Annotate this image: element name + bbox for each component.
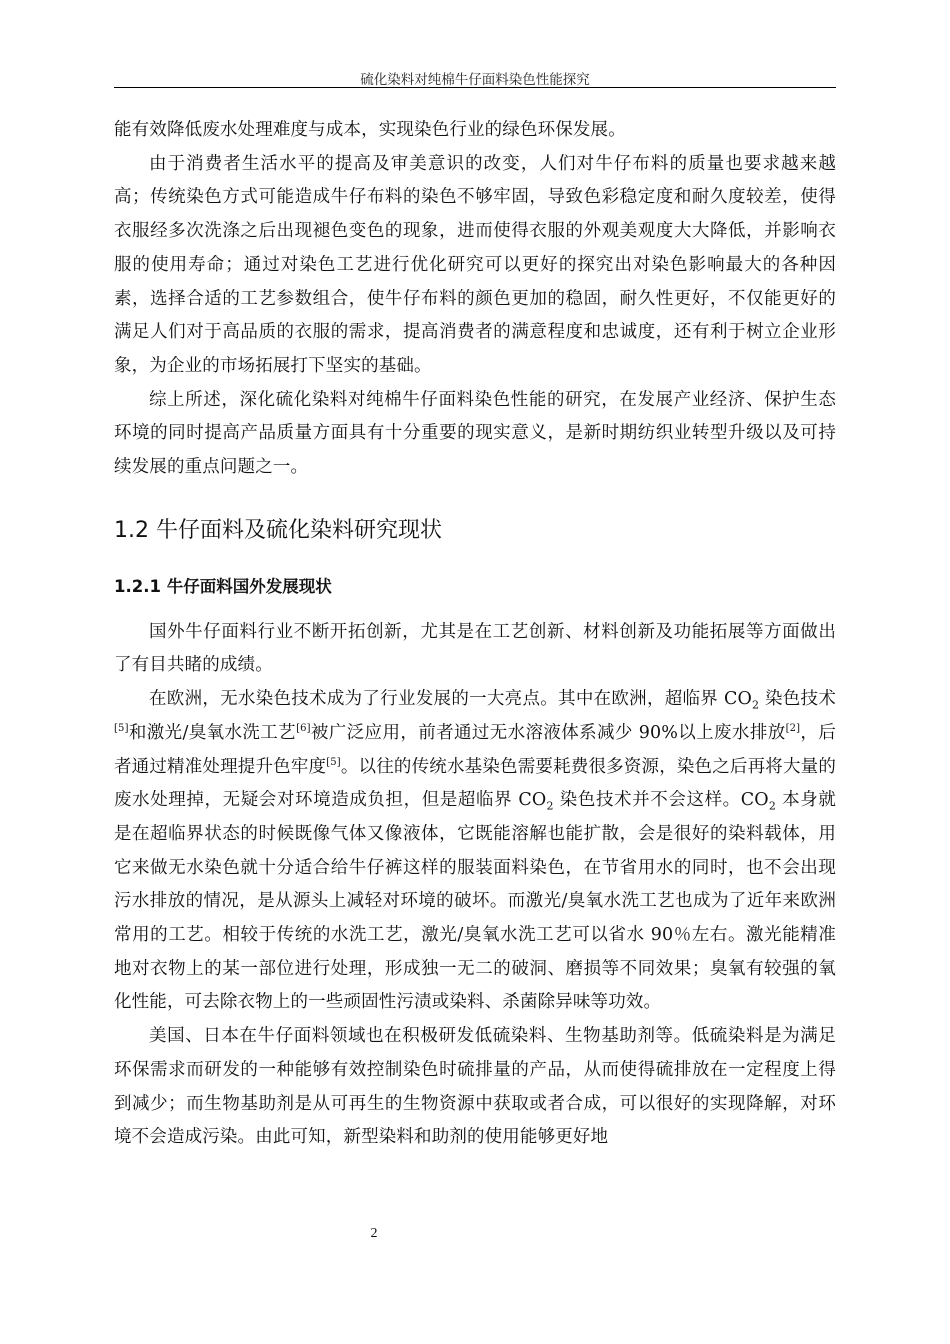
subsection-title: 牛仔面料国外发展现状 <box>166 576 332 596</box>
running-header: 硫化染料对纯棉牛仔面料染色性能探究 <box>360 72 590 88</box>
body-text <box>114 114 836 1155</box>
text-run: 和激光/臭氧水洗工艺 <box>128 722 297 743</box>
text-run: 本身就是在超临界状态的时候既像气体又像液体，它既能溶解也能扩散，会是很好的染料载体，用它来做无水染色就十分适合给牛仔裤这样的服装面料染色，在节省用水的同时，也不会出现污水排放的情况，是从源头上减轻对环境的破坏。而激光/臭氧水洗工艺也成为了近年来欧洲常用的工艺。相较于传统的水洗工艺，激光/臭氧水洗工艺可以省水 90％左右。激光能精准地对衣物上的某一部位进行处理，形成独一无二的破洞、磨损等不同效果；臭氧有较强的氧化性能，可去除衣物上的一些顽固性污渍或染料、杀菌除异味等功效。 <box>114 790 836 1013</box>
section-title: 牛仔面料及硫化染料研究现状 <box>156 517 443 543</box>
text-run: 染色技术并不会这样。CO <box>553 790 769 811</box>
subscript: 2 <box>768 799 776 813</box>
subscript: 2 <box>751 698 760 712</box>
section-heading <box>114 485 836 573</box>
paragraph: 综上所述，深化硫化染料对纯棉牛仔面料染色性能的研究，在发展产业经济、保护生态环境的同时提高产品质量方面具有十分重要的现实意义，是新时期纺织业转型升级以及可持续发展的重点问题之一。 <box>114 389 836 478</box>
section-number: 1.2 <box>114 517 149 543</box>
header-rule <box>114 87 836 88</box>
citation: [6] <box>296 723 311 735</box>
text-run: ，后者通过精准处理提升色牢度 <box>114 722 836 777</box>
citation: [5] <box>326 756 341 768</box>
text-run: 。以往的传统水基染色需要耗费很多资源，染色之后再将大量的废水处理掉，无疑会对环境造成负担，但是超临界 CO <box>114 756 836 811</box>
subscript: 2 <box>546 799 554 813</box>
citation: [5] <box>114 723 129 735</box>
text-run: 在欧洲，无水染色技术成为了行业发展的一大亮点。其中在欧洲，超临界 CO <box>149 689 752 710</box>
paragraph: 美国、日本在牛仔面料领域也在积极研发低硫染料、生物基助剂等。低硫染料是为满足环保需求而研发的一种能够有效控制染色时硫排量的产品，从而使得硫排放在一定程度上得到减少；而生物基助剂是从可再生的生物资源中获取或者合成，可以很好的实现降解，对环境不会造成污染。由此可知，新型染料和助剂的使用能够更好地 <box>114 1026 836 1148</box>
document-page <box>114 0 836 1344</box>
paragraph: 由于消费者生活水平的提高及审美意识的改变，人们对牛仔布料的质量也要求越来越高；传统染色方式可能造成牛仔布料的染色不够牢固，导致色彩稳定度和耐久度较差，使得衣服经多次洗涤之后出现褪色变色的现象，进而使得衣服的外观美观度大大降低，并影响衣服的使用寿命；通过对染色工艺进行优化研究可以更好的探究出对染色影响最大的各种因素，选择合适的工艺参数组合，使牛仔布料的颜色更加的稳固，耐久性更好，不仅能更好的满足人们对于高品质的衣服的需求，提高消费者的满意程度和忠诚度，还有利于树立企业形象，为企业的市场拓展打下坚实的基础。 <box>114 153 836 376</box>
subsection-heading <box>114 573 836 616</box>
paragraph <box>114 683 836 1020</box>
paragraph: 能有效降低废水处理难度与成本，实现染色行业的绿色环保发展。 <box>114 120 626 140</box>
paragraph: 国外牛仔面料行业不断开拓创新，尤其是在工艺创新、材料创新及功能拓展等方面做出了有目共睹的成绩。 <box>114 621 836 676</box>
page-number: 2 <box>370 1226 378 1241</box>
citation: [2] <box>785 723 801 735</box>
subsection-number: 1.2.1 <box>114 576 161 596</box>
text-run: 被广泛应用，前者通过无水溶液体系减少 90%以上废水排放 <box>310 722 786 743</box>
text-run: 染色技术 <box>759 689 836 710</box>
